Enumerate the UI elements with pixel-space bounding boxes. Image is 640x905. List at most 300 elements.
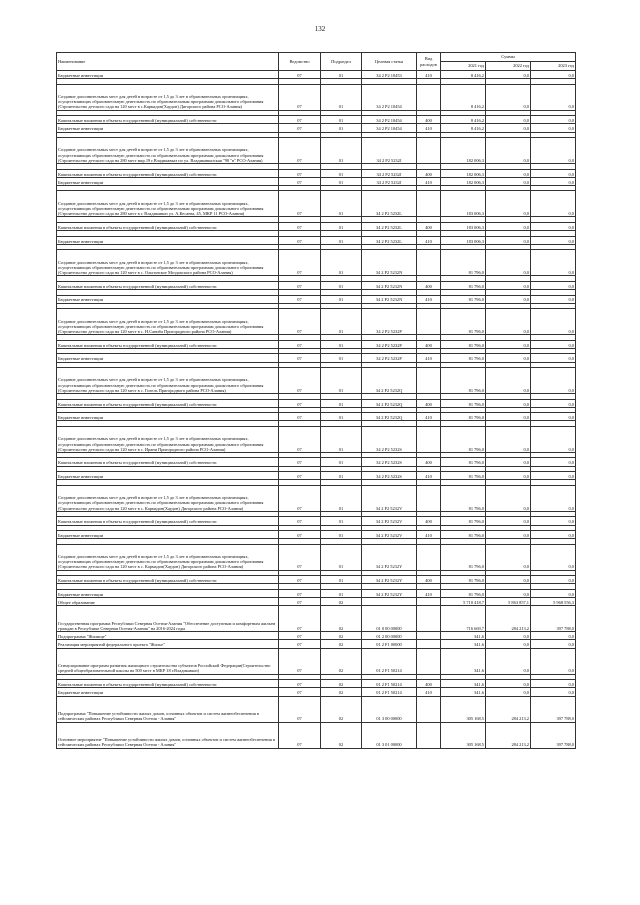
cell-sum-2021: 8 416,2 (441, 116, 486, 124)
cell-sum-2022: 0,0 (486, 485, 531, 511)
cell-name: Капитальные вложения в объекты государственной (муниципальной) собственности (57, 222, 279, 230)
cell-celevaya-statya: 34 2 P2 5232L (362, 222, 417, 230)
cell-celevaya-statya: 34 2 P2 5232S (362, 458, 417, 466)
table-row (57, 606, 576, 632)
cell-sum-2023: 0,0 (531, 71, 576, 79)
cell-celevaya-statya: 01 3 00 00000 (362, 696, 417, 722)
cell-vid-rashodov (417, 485, 441, 511)
cell-sum-2022: 284 213,2 (486, 722, 531, 748)
cell-vid-rashodov: 400 (417, 458, 441, 466)
cell-sum-2021: 81 796,0 (441, 413, 486, 421)
cell-vid-rashodov (417, 648, 441, 674)
cell-vid-rashodov: 400 (417, 169, 441, 177)
cell-name: Капитальные вложения в объекты государственной (муниципальной) собственности (57, 116, 279, 124)
cell-sum-2021: 81 796,0 (441, 458, 486, 466)
table-row (57, 124, 576, 132)
cell-sum-2022: 0,0 (486, 589, 531, 597)
cell-name: Капитальные вложения в объекты государственной (муниципальной) собственности (57, 169, 279, 177)
cell-celevaya-statya: 34 2 P2 5232S (362, 472, 417, 480)
cell-sum-2023: 0,0 (531, 517, 576, 525)
cell-name: Основное мероприятие "Повышение устойчивости жилых домов, основных объектов и систем жизнеобеспечения в сейсмических районах Республики Северная Осетия - Алания" (57, 722, 279, 748)
cell-celevaya-statya: 01 2 F1 50214 (362, 688, 417, 696)
cell-sum-2021: 341,6 (441, 640, 486, 648)
cell-sum-2021: 183 006,3 (441, 222, 486, 230)
cell-sum-2022: 0,0 (486, 632, 531, 640)
cell-sum-2022: 0,0 (486, 368, 531, 394)
cell-vid-rashodov: 410 (417, 177, 441, 185)
cell-name: Бюджетные инвестиции (57, 124, 279, 132)
cell-name: Создание дополнительных мест для детей в возрасте от 1,5 до 3 лет в образовательных организациях, осуществляющих образовательную деятельность по образовательным программам дошкольного образования (Строительство детского сада на 280 мест в г. Владикавказ ул. А.Кесаева, 45, МКР 11 РСО-Алания) (57, 191, 279, 217)
cell-vid-rashodov: 410 (417, 413, 441, 421)
table-row (57, 138, 576, 164)
cell-vid-rashodov (417, 426, 441, 452)
header-summy: Суммы (441, 53, 576, 62)
cell-vid-rashodov: 410 (417, 71, 441, 79)
cell-vid-rashodov (417, 138, 441, 164)
cell-name: Бюджетные инвестиции (57, 413, 279, 421)
cell-celevaya-statya: 01 0 00 00000 (362, 606, 417, 632)
cell-vedomstvo: 07 (279, 295, 321, 303)
cell-name: Бюджетные инвестиции (57, 531, 279, 539)
cell-podrazdel: 01 (321, 177, 362, 185)
cell-celevaya-statya: 34 2 P2 5232Y (362, 589, 417, 597)
cell-vedomstvo: 07 (279, 222, 321, 230)
cell-sum-2022: 0,0 (486, 138, 531, 164)
cell-sum-2022: 0,0 (486, 191, 531, 217)
cell-sum-2022: 0,0 (486, 517, 531, 525)
cell-sum-2022: 0,0 (486, 458, 531, 466)
cell-sum-2023: 0,0 (531, 250, 576, 276)
cell-celevaya-statya: 34 2 P2 5232N (362, 281, 417, 289)
cell-celevaya-statya: 34 2 P2 5232Q (362, 399, 417, 407)
header-name: Наименование (57, 53, 279, 71)
cell-sum-2021: 81 796,0 (441, 485, 486, 511)
cell-sum-2022: 0,0 (486, 116, 531, 124)
cell-celevaya-statya: 01 2 00 00000 (362, 632, 417, 640)
cell-podrazdel: 01 (321, 191, 362, 217)
cell-celevaya-statya: 34 2 P2 5232V (362, 485, 417, 511)
cell-celevaya-statya: 34 2 P2 5232P (362, 309, 417, 335)
table-row (57, 722, 576, 748)
cell-vedomstvo: 07 (279, 84, 321, 110)
cell-sum-2022: 0,0 (486, 236, 531, 244)
budget-table (56, 52, 576, 749)
cell-celevaya-statya: 34 2 P2 10454 (362, 116, 417, 124)
cell-sum-2023: 0,0 (531, 169, 576, 177)
cell-sum-2022: 0,0 (486, 222, 531, 230)
cell-podrazdel: 01 (321, 576, 362, 584)
cell-vid-rashodov (417, 84, 441, 110)
cell-celevaya-statya: 34 2 P2 5232L (362, 191, 417, 217)
cell-vedomstvo: 07 (279, 598, 321, 606)
table-row (57, 680, 576, 688)
cell-vid-rashodov (417, 632, 441, 640)
table-row (57, 191, 576, 217)
cell-name: Капитальные вложения в объекты государственной (муниципальной) собственности (57, 458, 279, 466)
cell-sum-2022: 0,0 (486, 472, 531, 480)
cell-sum-2023: 0,0 (531, 531, 576, 539)
cell-name: Создание дополнительных мест для детей в возрасте от 1,5 до 3 лет в образовательных организациях, осуществляющих образовательную деятельность по образовательным программам дошкольного образования (Строительство детского сада на 120 мест в с. Ирани Пригородного района РСО-Алания) (57, 426, 279, 452)
cell-vid-rashodov: 400 (417, 222, 441, 230)
table-row (57, 340, 576, 348)
cell-name: Бюджетные инвестиции (57, 472, 279, 480)
table-row (57, 354, 576, 362)
cell-vedomstvo: 07 (279, 177, 321, 185)
cell-sum-2021: 81 796,0 (441, 368, 486, 394)
cell-vedomstvo: 07 (279, 544, 321, 570)
cell-sum-2021: 182 006,3 (441, 177, 486, 185)
cell-vedomstvo: 07 (279, 169, 321, 177)
cell-sum-2023: 397 788,0 (531, 722, 576, 748)
cell-sum-2021: 81 796,0 (441, 340, 486, 348)
table-row (57, 236, 576, 244)
cell-name: Общее образование (57, 598, 279, 606)
cell-sum-2021: 341,6 (441, 632, 486, 640)
cell-podrazdel: 01 (321, 250, 362, 276)
cell-sum-2021: 81 796,0 (441, 576, 486, 584)
cell-vedomstvo: 07 (279, 632, 321, 640)
table-row (57, 368, 576, 394)
cell-podrazdel: 01 (321, 281, 362, 289)
cell-sum-2021: 305 168,5 (441, 696, 486, 722)
cell-celevaya-statya: 34 2 P2 5232P (362, 354, 417, 362)
cell-sum-2021: 81 796,0 (441, 544, 486, 570)
cell-sum-2023: 0,0 (531, 138, 576, 164)
cell-sum-2021: 8 416,2 (441, 84, 486, 110)
table-row (57, 177, 576, 185)
cell-vid-rashodov (417, 598, 441, 606)
cell-celevaya-statya: 01 3 01 00000 (362, 722, 417, 748)
cell-sum-2023: 0,0 (531, 116, 576, 124)
cell-vid-rashodov (417, 368, 441, 394)
cell-celevaya-statya: 01 2 F1 00000 (362, 640, 417, 648)
cell-name: Создание дополнительных мест для детей в возрасте от 1,5 до 3 лет в образовательных организациях, осуществляющих образовательную деятельность по образовательным программам дошкольного образования (Строительство детского сада на 120 мест в с. Ольгинское Моздокского района РСО-Алания) (57, 250, 279, 276)
cell-vedomstvo: 07 (279, 399, 321, 407)
table-row (57, 576, 576, 584)
cell-sum-2022: 0,0 (486, 177, 531, 185)
cell-vedomstvo: 07 (279, 696, 321, 722)
cell-vid-rashodov: 400 (417, 517, 441, 525)
cell-vedomstvo: 07 (279, 458, 321, 466)
cell-name: Подпрограмма "Жилище" (57, 632, 279, 640)
cell-name: Бюджетные инвестиции (57, 688, 279, 696)
cell-vedomstvo: 07 (279, 485, 321, 511)
cell-celevaya-statya: 34 2 P2 5232N (362, 295, 417, 303)
table-row (57, 598, 576, 606)
cell-vid-rashodov: 410 (417, 295, 441, 303)
cell-vedomstvo: 07 (279, 680, 321, 688)
cell-celevaya-statya: 01 2 F1 50214 (362, 680, 417, 688)
cell-sum-2021: 81 796,0 (441, 295, 486, 303)
cell-celevaya-statya: 34 2 P2 5232J (362, 169, 417, 177)
cell-vedomstvo: 07 (279, 426, 321, 452)
cell-podrazdel: 02 (321, 680, 362, 688)
cell-sum-2022: 0,0 (486, 354, 531, 362)
cell-sum-2021: 716 669,7 (441, 606, 486, 632)
cell-celevaya-statya: 34 2 P2 10453 (362, 71, 417, 79)
cell-podrazdel: 01 (321, 84, 362, 110)
cell-name: Капитальные вложения в объекты государственной (муниципальной) собственности (57, 517, 279, 525)
cell-name: Капитальные вложения в объекты государственной (муниципальной) собственности (57, 399, 279, 407)
cell-celevaya-statya: 34 2 P2 5232J (362, 177, 417, 185)
cell-name: Государственная программа Республики Северная Осетия-Алания "Обеспечение доступным и комфортным жильем граждан в Республике Северная Осетия-Алания" на 2016-2024 годы (57, 606, 279, 632)
cell-podrazdel: 01 (321, 116, 362, 124)
cell-sum-2022: 0,0 (486, 295, 531, 303)
cell-podrazdel: 01 (321, 589, 362, 597)
table-row (57, 544, 576, 570)
table-row (57, 426, 576, 452)
table-row (57, 116, 576, 124)
cell-vedomstvo: 07 (279, 191, 321, 217)
cell-sum-2022: 0,0 (486, 399, 531, 407)
cell-podrazdel: 01 (321, 426, 362, 452)
cell-sum-2022: 0,0 (486, 124, 531, 132)
cell-celevaya-statya: 34 2 P2 5232Y (362, 544, 417, 570)
table-row (57, 281, 576, 289)
cell-sum-2022: 0,0 (486, 531, 531, 539)
cell-podrazdel: 01 (321, 472, 362, 480)
cell-sum-2023: 0,0 (531, 84, 576, 110)
cell-sum-2022: 0,0 (486, 544, 531, 570)
cell-sum-2022: 284 213,2 (486, 606, 531, 632)
cell-podrazdel: 01 (321, 485, 362, 511)
cell-vedomstvo: 07 (279, 688, 321, 696)
cell-sum-2023: 0,0 (531, 222, 576, 230)
cell-celevaya-statya: 01 2 F1 50214 (362, 648, 417, 674)
cell-podrazdel: 01 (321, 309, 362, 335)
cell-sum-2023: 0,0 (531, 399, 576, 407)
cell-podrazdel: 02 (321, 640, 362, 648)
cell-name: Капитальные вложения в объекты государственной (муниципальной) собственности (57, 281, 279, 289)
cell-celevaya-statya (362, 598, 417, 606)
cell-vid-rashodov (417, 191, 441, 217)
cell-vedomstvo: 07 (279, 124, 321, 132)
cell-sum-2023: 5 968 556,3 (531, 598, 576, 606)
cell-podrazdel: 02 (321, 722, 362, 748)
table-row (57, 458, 576, 466)
table-row (57, 413, 576, 421)
cell-name: Бюджетные инвестиции (57, 71, 279, 79)
cell-sum-2021: 81 796,0 (441, 281, 486, 289)
cell-vedomstvo: 07 (279, 236, 321, 244)
cell-sum-2023: 0,0 (531, 589, 576, 597)
cell-sum-2021: 81 796,0 (441, 250, 486, 276)
cell-name: Стимулирование программ развития жилищного строительства субъектов Российской Федерации(Строительство средней общеобразовательной школы на 500 мест в МКР 18 г.Владикавказ) (57, 648, 279, 674)
cell-podrazdel: 02 (321, 648, 362, 674)
cell-name: Создание дополнительных мест для детей в возрасте от 1,5 до 3 лет в образовательных организациях, осуществляющих образовательную деятельность по образовательным программам дошкольного образования (Строительство детского сада на 120 мест в с. Н.Саниба Пригородного района РСО-Алания) (57, 309, 279, 335)
cell-vedomstvo: 07 (279, 309, 321, 335)
cell-name: Капитальные вложения в объекты государственной (муниципальной) собственности (57, 576, 279, 584)
header-vid-rashodov: Вид расходов (417, 53, 441, 71)
cell-sum-2023: 0,0 (531, 413, 576, 421)
cell-sum-2022: 0,0 (486, 640, 531, 648)
cell-sum-2023: 0,0 (531, 177, 576, 185)
cell-sum-2023: 0,0 (531, 368, 576, 394)
cell-sum-2021: 8 416,2 (441, 71, 486, 79)
table-row (57, 589, 576, 597)
cell-vedomstvo: 07 (279, 281, 321, 289)
cell-sum-2021: 305 168,5 (441, 722, 486, 748)
cell-podrazdel: 01 (321, 124, 362, 132)
cell-podrazdel: 01 (321, 169, 362, 177)
cell-podrazdel: 01 (321, 236, 362, 244)
cell-sum-2023: 0,0 (531, 640, 576, 648)
cell-name: Бюджетные инвестиции (57, 295, 279, 303)
table-row (57, 688, 576, 696)
cell-sum-2021: 81 796,0 (441, 399, 486, 407)
cell-sum-2021: 81 796,0 (441, 472, 486, 480)
cell-vid-rashodov: 400 (417, 680, 441, 688)
cell-sum-2023: 0,0 (531, 648, 576, 674)
cell-vid-rashodov: 410 (417, 531, 441, 539)
table-row (57, 250, 576, 276)
cell-celevaya-statya: 34 2 P2 10454 (362, 84, 417, 110)
cell-podrazdel: 01 (321, 295, 362, 303)
cell-celevaya-statya: 34 2 P2 5232Y (362, 576, 417, 584)
cell-podrazdel: 01 (321, 138, 362, 164)
cell-sum-2023: 0,0 (531, 281, 576, 289)
table-body (57, 71, 576, 749)
cell-sum-2021: 183 006,3 (441, 191, 486, 217)
cell-vid-rashodov: 400 (417, 281, 441, 289)
cell-sum-2023: 0,0 (531, 688, 576, 696)
cell-vid-rashodov (417, 309, 441, 335)
cell-sum-2023: 0,0 (531, 236, 576, 244)
table-row (57, 222, 576, 230)
cell-sum-2023: 0,0 (531, 191, 576, 217)
cell-podrazdel: 01 (321, 399, 362, 407)
cell-sum-2021: 341,6 (441, 688, 486, 696)
cell-name: Капитальные вложения в объекты государственной (муниципальной) собственности (57, 680, 279, 688)
cell-sum-2022: 0,0 (486, 309, 531, 335)
cell-vedomstvo: 07 (279, 116, 321, 124)
cell-vedomstvo: 07 (279, 576, 321, 584)
cell-podrazdel: 01 (321, 413, 362, 421)
table-row (57, 399, 576, 407)
cell-podrazdel: 02 (321, 632, 362, 640)
cell-celevaya-statya: 34 2 P2 10454 (362, 124, 417, 132)
cell-celevaya-statya: 34 2 P2 5232J (362, 138, 417, 164)
cell-sum-2022: 0,0 (486, 680, 531, 688)
cell-vedomstvo: 07 (279, 648, 321, 674)
cell-sum-2021: 81 796,0 (441, 426, 486, 452)
cell-sum-2023: 0,0 (531, 632, 576, 640)
cell-podrazdel: 01 (321, 544, 362, 570)
cell-podrazdel: 01 (321, 71, 362, 79)
header-year-2021: 2021 год (441, 62, 486, 71)
cell-vedomstvo: 07 (279, 606, 321, 632)
cell-name: Бюджетные инвестиции (57, 177, 279, 185)
cell-sum-2022: 0,0 (486, 413, 531, 421)
table-row (57, 640, 576, 648)
cell-celevaya-statya: 34 2 P2 5232P (362, 340, 417, 348)
cell-sum-2021: 8 416,2 (441, 124, 486, 132)
cell-vedomstvo: 07 (279, 368, 321, 394)
cell-name: Реализация мероприятий федерального проекта "Жилье" (57, 640, 279, 648)
cell-vid-rashodov: 410 (417, 354, 441, 362)
cell-podrazdel: 02 (321, 606, 362, 632)
table-row (57, 696, 576, 722)
header-year-2023: 2023 год (531, 62, 576, 71)
cell-vid-rashodov: 410 (417, 589, 441, 597)
cell-sum-2023: 0,0 (531, 458, 576, 466)
cell-name: Создание дополнительных мест для детей в возрасте от 1,5 до 3 лет в образовательных организациях, осуществляющих образовательную деятельность по образовательным программам дошкольного образования (Строительство детского сада на 280 мест мкр.19 г.Владикавказ по ул. Владикавказская "98 "в" РСО-Алания) (57, 138, 279, 164)
cell-podrazdel: 01 (321, 354, 362, 362)
header-podrazdel: Подраздел (321, 53, 362, 71)
cell-podrazdel: 01 (321, 531, 362, 539)
cell-vid-rashodov (417, 606, 441, 632)
cell-vid-rashodov (417, 722, 441, 748)
cell-celevaya-statya: 34 2 P2 5232Q (362, 413, 417, 421)
cell-vedomstvo: 07 (279, 413, 321, 421)
cell-sum-2023: 397 788,0 (531, 606, 576, 632)
cell-sum-2023: 0,0 (531, 354, 576, 362)
cell-sum-2023: 0,0 (531, 295, 576, 303)
cell-vedomstvo: 07 (279, 722, 321, 748)
cell-celevaya-statya: 34 2 P2 5232V (362, 531, 417, 539)
cell-vid-rashodov: 410 (417, 124, 441, 132)
cell-name: Подпрограмма "Повышение устойчивости жилых домов, основных объектов и систем жизнеобеспечения в сейсмических районах Республики Северная Осетия - Алания" (57, 696, 279, 722)
cell-name: Создание дополнительных мест для детей в возрасте от 1,5 до 3 лет в образовательных организациях, осуществляющих образовательную деятельность по образовательным программам дошкольного образования (Строительство детского сада на 120 мест в с.Кармадон(Хаудон) Дигорского района РСО-Алания) (57, 84, 279, 110)
cell-sum-2023: 0,0 (531, 340, 576, 348)
cell-sum-2021: 182 006,3 (441, 138, 486, 164)
cell-podrazdel: 01 (321, 340, 362, 348)
cell-sum-2022: 0,0 (486, 648, 531, 674)
cell-sum-2023: 0,0 (531, 485, 576, 511)
cell-vid-rashodov: 410 (417, 472, 441, 480)
cell-name: Бюджетные инвестиции (57, 236, 279, 244)
cell-vid-rashodov (417, 696, 441, 722)
table-row (57, 472, 576, 480)
table-row (57, 295, 576, 303)
cell-sum-2023: 0,0 (531, 472, 576, 480)
cell-sum-2021: 81 796,0 (441, 517, 486, 525)
cell-sum-2021: 182 006,3 (441, 169, 486, 177)
cell-vid-rashodov: 410 (417, 688, 441, 696)
cell-sum-2022: 0,0 (486, 250, 531, 276)
cell-sum-2023: 0,0 (531, 309, 576, 335)
cell-vedomstvo: 07 (279, 531, 321, 539)
cell-sum-2021: 341,6 (441, 648, 486, 674)
cell-sum-2023: 0,0 (531, 426, 576, 452)
cell-vedomstvo: 07 (279, 138, 321, 164)
cell-sum-2022: 0,0 (486, 281, 531, 289)
cell-vedomstvo: 07 (279, 517, 321, 525)
cell-vedomstvo: 07 (279, 589, 321, 597)
table-header (57, 53, 576, 71)
cell-sum-2022: 0,0 (486, 169, 531, 177)
cell-sum-2022: 0,0 (486, 340, 531, 348)
table-row (57, 309, 576, 335)
cell-vid-rashodov (417, 250, 441, 276)
cell-vid-rashodov: 410 (417, 236, 441, 244)
cell-sum-2021: 81 796,0 (441, 531, 486, 539)
cell-podrazdel: 01 (321, 517, 362, 525)
cell-podrazdel: 02 (321, 688, 362, 696)
table-row (57, 169, 576, 177)
cell-sum-2022: 284 213,2 (486, 696, 531, 722)
header-vedomstvo: Ведомство (279, 53, 321, 71)
header-year-2022: 2022 год (486, 62, 531, 71)
cell-sum-2023: 0,0 (531, 124, 576, 132)
cell-name: Создание дополнительных мест для детей в возрасте от 1,5 до 3 лет в образовательных организациях, осуществляющих образовательную деятельность по образовательным программам дошкольного образования (Строительство детского сада на 120 мест в с. Гизель Пригородного района РСО-Алания) (57, 368, 279, 394)
cell-sum-2023: 0,0 (531, 576, 576, 584)
cell-name: Создание дополнительных мест для детей в возрасте от 1,5 до 3 лет в образовательных организациях, осуществляющих образовательную деятельность по образовательным программам дошкольного образования (Строительство детского сада на 120 мест в с. Кармадон(Хаудон) Дигорского района РСО-Алания) (57, 485, 279, 511)
cell-celevaya-statya: 34 2 P2 5232Q (362, 368, 417, 394)
cell-sum-2021: 81 796,0 (441, 309, 486, 335)
cell-podrazdel: 01 (321, 368, 362, 394)
cell-sum-2021: 183 006,3 (441, 236, 486, 244)
